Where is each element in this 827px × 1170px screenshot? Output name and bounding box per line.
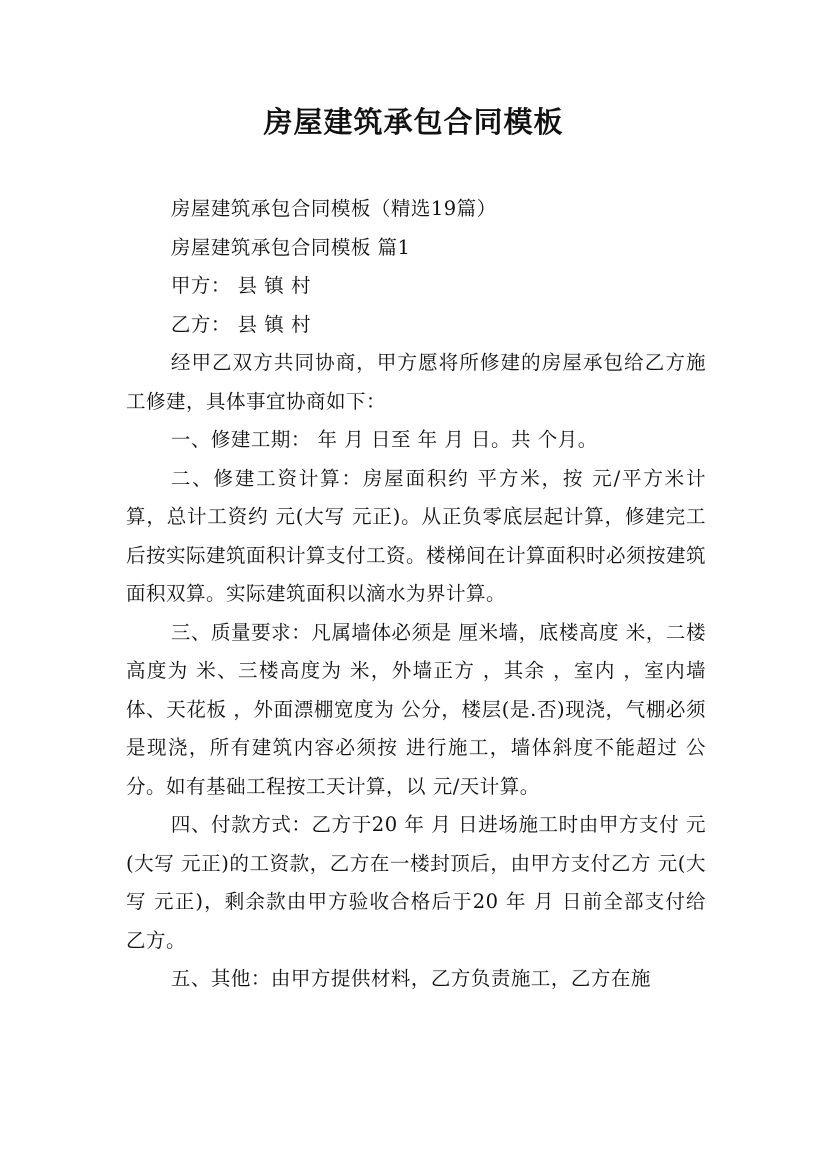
- paragraph-party-b: 乙方： 县 镇 村: [170, 312, 311, 336]
- paragraph-clause-2: 二、修建工资计算：房屋面积约 平方米，按 元/平方米计算，总计工资约 元(大写 元正)。从正负零底层起计算，修建完工后按实际建筑面积计算支付工资。楼梯间在计算面积时必须按建筑面积双算。实际建筑面积以滴水为界计算。: [126, 466, 707, 605]
- paragraph-clause-4: 四、付款方式：乙方于20 年 月 日进场施工时由甲方支付 元(大写 元正)的工资款，乙方在一楼封顶后，由甲方支付乙方 元(大写 元正)，剩余款由甲方验收合格后于20 年 月 日前全部支付给乙方。: [126, 813, 706, 952]
- paragraph-subtitle: 房屋建筑承包合同模板（精选19篇）: [170, 197, 497, 220]
- paragraph-intro: 经甲乙双方共同协商，甲方愿将所修建的房屋承包给乙方施工修建，具体事宜协商如下：: [126, 351, 706, 413]
- document-title: 房屋建筑承包合同模板: [263, 105, 564, 139]
- paragraph-clause-5: 五、其他：由甲方提供材料，乙方负责施工，乙方在施: [170, 967, 651, 990]
- paragraph-section-heading: 房屋建筑承包合同模板 篇1: [170, 235, 411, 259]
- paragraph-clause-3: 三、质量要求：凡属墙体必须是 厘米墙，底楼高度 米，二楼高度为 米、三楼高度为 米，外墙正方 ，其余 ，室内 ，室内墙体、天花板 ，外面漂棚宽度为 公分，楼层(是.否)现浇，气棚必须是现浇，所有建筑内容必须按 进行施工，墙体斜度不能超过 公分。如有基础工程按工天计算，以 元/天计算。: [126, 620, 706, 798]
- document-body: [126, 190, 706, 999]
- paragraph-party-a: 甲方： 县 镇 村: [170, 274, 311, 297]
- paragraph-clause-1: 一、修建工期： 年 月 日至 年 月 日。共 个月。: [170, 428, 598, 451]
